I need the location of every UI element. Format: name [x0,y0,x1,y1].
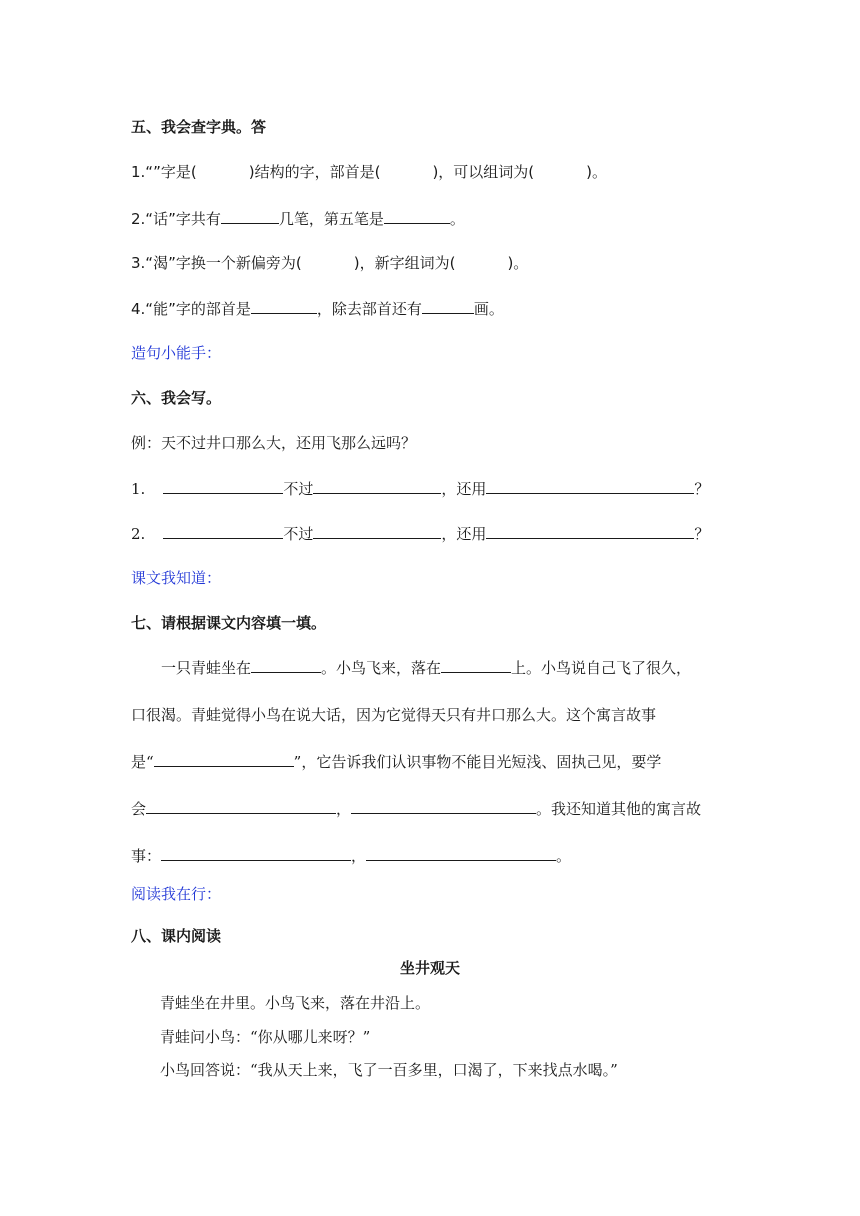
answer-blank[interactable] [251,298,317,314]
reading-line: 小鸟回答说：“我从天上来，飞了一百多里，口渴了，下来找点水喝。” [160,1061,618,1079]
answer-blank[interactable] [366,845,556,861]
label-reading: 阅读我在行： [131,885,222,903]
section6-example: 例：天不过井口那么大，还用飞那么远吗？ [131,434,417,452]
reading-line: 青蛙坐在井里。小鸟飞来，落在井沿上。 [160,994,431,1012]
label-text: 课文我知道： [131,569,222,587]
write-row-2: 2. 不过 ，还用 ？ [131,525,710,543]
answer-blank[interactable] [441,657,511,673]
question-5-1: 1.“”字是( )结构的字，部首是( )，可以组词为( )。 [131,163,608,181]
answer-blank[interactable] [251,657,321,673]
write-row-1: 1. 不过 ，还用 ？ [131,480,710,498]
label-sentence: 造句小能手： [131,344,222,362]
section5-heading: 五、我会查字典。答 [131,118,267,136]
answer-blank[interactable] [146,798,336,814]
section7-paragraph: 一只青蛙坐在 。小鸟飞来，落在 上。小鸟说自己飞了很久， 口很渴。青蛙觉得小鸟在说大话，因为它觉得天只有井口那么大。这个寓言故事 是“ ”，它告诉我们认识事物不能目光短浅、固执己见，要学 会 ， 。我还知道其他的寓言故 事： ， 。 [131,659,702,865]
answer-blank[interactable] [163,523,283,539]
answer-blank[interactable] [486,523,694,539]
answer-blank[interactable] [351,798,536,814]
question-5-2: 2.“话”字共有 几笔，第五笔是 。 [131,210,465,228]
answer-blank[interactable] [313,478,441,494]
section6-heading: 六、我会写。 [131,389,222,407]
answer-blank[interactable] [384,208,450,224]
answer-blank[interactable] [486,478,694,494]
reading-title: 坐井观天 [399,959,460,977]
question-5-3: 3.“渴”字换一个新偏旁为( )，新字组词为( )。 [131,254,529,272]
answer-blank[interactable] [313,523,441,539]
section7-heading: 七、请根据课文内容填一填。 [131,614,327,632]
answer-blank[interactable] [161,845,351,861]
answer-blank[interactable] [221,208,279,224]
section8-heading: 八、课内阅读 [131,927,222,945]
answer-blank[interactable] [163,478,283,494]
answer-blank[interactable] [422,298,474,314]
question-5-4: 4.“能”字的部首是 ，除去部首还有 画。 [131,300,504,318]
answer-blank[interactable] [154,751,294,767]
reading-line: 青蛙问小鸟：“你从哪儿来呀？” [160,1028,371,1046]
